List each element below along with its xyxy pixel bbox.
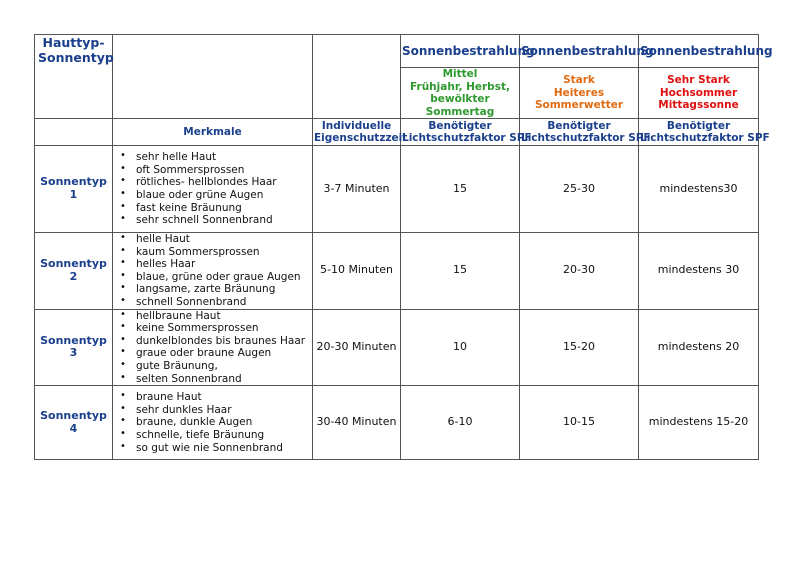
sun-type-table (34, 34, 773, 460)
level-line: Frühjahr, Herbst, (410, 80, 510, 93)
traits-cell (113, 233, 313, 310)
level-medium (401, 68, 520, 119)
trait-item: • so gut wie nie Sonnenbrand (136, 442, 309, 455)
level-line: Sommerwetter (534, 99, 624, 112)
spf-strong: 25-30 (520, 146, 639, 233)
trait-item: • schnell Sonnenbrand (136, 296, 309, 309)
level-line: Mittagssonne (658, 99, 739, 112)
empty-header-cell (113, 35, 313, 119)
trait-item: • graue oder braune Augen (136, 347, 309, 360)
traits-list (116, 233, 309, 309)
trait-item: • braune, dunkle Augen (136, 416, 309, 429)
trait-item: • braune Haut (136, 391, 309, 404)
level-line: bewölkter (430, 93, 490, 106)
irradiation-header-2: Sonnenbestrahlung (520, 35, 639, 68)
trait-item: • helles Haar (136, 258, 309, 271)
trait-item: • oft Sommersprossen (136, 164, 309, 177)
trait-item: • rötliches- hellblondes Haar (136, 176, 309, 189)
table-row (35, 233, 759, 310)
traits-list (116, 310, 309, 386)
trait-item: • sehr schnell Sonnenbrand (136, 214, 309, 227)
spf-header-line1: Benötigter (547, 119, 611, 132)
level-line: Heiteres (553, 86, 605, 99)
spf-medium: 6-10 (401, 386, 520, 460)
spf-header-line2: Lichtschutzfaktor SPF (640, 132, 770, 144)
spf-header-line1: Benötigter (428, 119, 492, 132)
table-row (35, 146, 759, 233)
spf-medium: 10 (401, 309, 520, 386)
level-line: Sehr Stark (667, 74, 730, 87)
trait-item: • langsame, zarte Bräunung (136, 283, 309, 296)
spf-very-strong: mindestens 30 (639, 233, 759, 310)
traits-list (116, 391, 309, 454)
spf-header-3 (639, 119, 770, 146)
trait-item: • selten Sonnenbrand (136, 373, 309, 386)
header-row-columns (35, 119, 759, 146)
skin-type-header (35, 35, 113, 119)
traits-list (116, 151, 309, 227)
empty-header-cell (313, 35, 401, 119)
table-row (35, 309, 759, 386)
self-protection-time: 3-7 Minuten (313, 146, 401, 233)
traits-header: Merkmale (113, 119, 313, 146)
self-protection-time: 30-40 Minuten (313, 386, 401, 460)
header-row-irradiation (35, 35, 759, 68)
level-very-strong (639, 68, 759, 119)
sun-type-label: Sonnentyp 2 (35, 233, 113, 310)
trait-item: • sehr dunkles Haar (136, 404, 309, 417)
level-line: Mittel (442, 68, 478, 81)
spf-medium: 15 (401, 233, 520, 310)
self-protection-time: 5-10 Minuten (313, 233, 401, 310)
traits-cell (113, 146, 313, 233)
sun-type-label: Sonnentyp 4 (35, 386, 113, 460)
trait-item: • kaum Sommersprossen (136, 246, 309, 259)
trait-item: • fast keine Bräunung (136, 202, 309, 215)
spf-header-1 (401, 119, 532, 146)
spf-header-line2: Lichtschutzfaktor SPF (521, 132, 651, 144)
self-protection-header-line2: Eigenschutzzeit (314, 132, 408, 144)
spf-header-line2: Lichtschutzfaktor SPF (402, 132, 532, 144)
trait-item: • blaue, grüne oder graue Augen (136, 271, 309, 284)
traits-cell (113, 386, 313, 460)
self-protection-header-line1: Individuelle (321, 119, 392, 132)
spf-very-strong: mindestens30 (639, 146, 759, 233)
sun-type-label: Sonnentyp 1 (35, 146, 113, 233)
level-line: Stark (563, 74, 595, 87)
spf-strong: 10-15 (520, 386, 639, 460)
trait-item: • dunkelblondes bis braunes Haar (136, 335, 309, 348)
spf-strong: 20-30 (520, 233, 639, 310)
self-protection-time: 20-30 Minuten (313, 309, 401, 386)
self-protection-header (313, 119, 408, 146)
trait-item: • blaue oder grüne Augen (136, 189, 309, 202)
level-line: Hochsommer (659, 86, 738, 99)
trait-item: • sehr helle Haut (136, 151, 309, 164)
spf-medium: 15 (401, 146, 520, 233)
skin-type-header-text: Hauttyp- Sonnentyp (38, 35, 114, 65)
trait-item: • schnelle, tiefe Bräunung (136, 429, 309, 442)
empty-header-cell (35, 119, 113, 146)
table-row (35, 386, 759, 460)
spf-header-2 (520, 119, 651, 146)
irradiation-header-1: Sonnenbestrahlung (401, 35, 520, 68)
spf-very-strong: mindestens 15-20 (639, 386, 759, 460)
level-line: Sommertag (425, 105, 495, 118)
trait-item: • gute Bräunung, (136, 360, 309, 373)
sun-type-label: Sonnentyp 3 (35, 309, 113, 386)
spf-header-line1: Benötigter (666, 119, 731, 132)
trait-item: • hellbraune Haut (136, 310, 309, 323)
spf-strong: 15-20 (520, 309, 639, 386)
level-strong (520, 68, 639, 119)
irradiation-header-3: Sonnenbestrahlung (639, 35, 759, 68)
trait-item: • keine Sommersprossen (136, 322, 309, 335)
spf-very-strong: mindestens 20 (639, 309, 759, 386)
trait-item: • helle Haut (136, 233, 309, 246)
traits-cell (113, 309, 313, 386)
